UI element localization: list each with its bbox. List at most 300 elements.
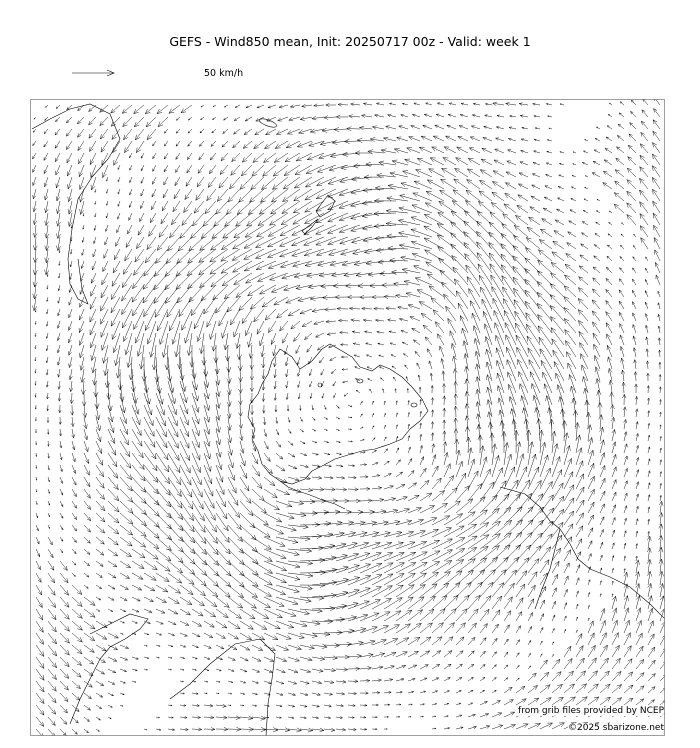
wind-vector xyxy=(96,501,105,511)
wind-vector xyxy=(659,374,661,381)
wind-vector xyxy=(443,408,446,417)
wind-vector xyxy=(612,505,616,513)
wind-vector xyxy=(384,679,393,682)
wind-vector xyxy=(588,515,594,525)
wind-vector xyxy=(250,357,254,369)
wind-vector xyxy=(283,333,289,343)
wind-vector xyxy=(89,141,96,152)
wind-vector xyxy=(658,291,660,297)
wind-vector xyxy=(564,671,574,681)
wind-vector xyxy=(543,372,552,393)
wind-vector xyxy=(420,506,435,513)
wind-vector xyxy=(608,368,612,381)
wind-vector xyxy=(372,475,380,478)
wind-vector xyxy=(216,645,224,649)
wind-vector xyxy=(336,728,346,731)
wind-vector xyxy=(559,175,564,177)
wind-vector xyxy=(293,213,312,224)
wind-vector xyxy=(252,669,260,672)
wind-vector xyxy=(363,188,384,192)
wind-vector xyxy=(168,645,173,647)
wind-vector xyxy=(537,303,552,321)
wind-vector xyxy=(648,634,654,645)
wind-vector xyxy=(384,486,393,489)
wind-vector xyxy=(155,357,160,382)
wind-vector xyxy=(535,128,540,130)
wind-vector xyxy=(336,429,339,431)
wind-vector xyxy=(90,297,96,309)
wind-vector xyxy=(519,103,528,106)
wind-vector xyxy=(132,621,137,623)
wind-vector xyxy=(156,621,163,624)
wind-vector xyxy=(300,465,309,468)
wind-vector xyxy=(348,667,360,671)
wind-vector xyxy=(216,681,220,682)
wind-vector xyxy=(528,572,537,585)
wind-vector xyxy=(429,361,432,369)
wind-vector xyxy=(275,141,288,148)
wind-vector xyxy=(516,571,527,585)
wind-vector xyxy=(48,597,56,608)
wind-vector xyxy=(216,727,228,731)
wind-vector xyxy=(636,572,640,586)
wind-vector xyxy=(240,597,256,608)
wind-vector xyxy=(540,672,549,681)
wind-vector xyxy=(406,377,408,382)
wind-vector xyxy=(72,453,75,462)
wind-vector xyxy=(240,441,244,453)
wind-vector xyxy=(492,468,503,489)
wind-vector xyxy=(79,309,84,320)
wind-vector xyxy=(647,386,649,394)
wind-vector xyxy=(402,268,420,273)
wind-vector xyxy=(296,345,300,354)
wind-vector xyxy=(552,672,561,681)
wind-vector xyxy=(372,679,381,682)
wind-vector xyxy=(156,249,169,263)
wind-vector xyxy=(372,542,392,549)
wind-vector xyxy=(264,669,273,673)
wind-vector xyxy=(45,237,49,251)
wind-vector xyxy=(645,302,648,309)
wind-vector xyxy=(421,136,432,141)
wind-vector xyxy=(156,585,168,592)
wind-vector xyxy=(576,565,580,573)
wind-vector xyxy=(36,537,39,544)
wind-vector xyxy=(264,585,286,595)
wind-vector xyxy=(600,440,605,453)
wind-vector xyxy=(593,333,600,345)
wind-vector xyxy=(612,467,616,477)
wind-vector xyxy=(256,249,277,258)
wind-vector xyxy=(612,517,615,525)
wind-vector xyxy=(312,429,316,431)
wind-vector xyxy=(201,105,204,107)
wind-vector xyxy=(118,189,120,194)
wind-vector xyxy=(36,501,37,505)
wind-vector xyxy=(378,343,384,345)
wind-vector xyxy=(81,261,84,269)
wind-vector xyxy=(157,105,168,114)
wind-vector xyxy=(254,309,264,322)
wind-vector xyxy=(252,693,258,695)
wind-vector xyxy=(495,335,504,357)
wind-vector xyxy=(506,335,516,357)
wind-vector xyxy=(396,691,402,693)
wind-vector xyxy=(228,561,244,576)
wind-vector xyxy=(33,249,37,263)
wind-vector xyxy=(221,261,240,273)
wind-vector xyxy=(324,681,334,684)
wind-vector xyxy=(468,651,474,657)
wind-vector xyxy=(497,115,504,117)
wind-vector xyxy=(564,616,566,621)
wind-vector xyxy=(336,565,360,573)
wind-vector xyxy=(588,621,593,633)
wind-vector xyxy=(360,679,370,682)
wind-vector xyxy=(188,117,192,120)
wind-vector xyxy=(69,309,73,318)
wind-vector xyxy=(372,692,380,695)
wind-vector xyxy=(200,237,216,250)
wind-vector xyxy=(310,381,313,387)
wind-vector xyxy=(180,381,187,403)
wind-vector xyxy=(276,453,283,459)
wind-vector xyxy=(372,653,385,657)
wind-vector xyxy=(147,321,156,344)
wind-vector xyxy=(67,165,72,176)
wind-vector xyxy=(72,633,82,642)
wind-vector xyxy=(108,561,117,567)
wind-vector xyxy=(480,701,487,705)
wind-vector xyxy=(624,518,627,525)
wind-vector xyxy=(300,499,315,504)
wind-vector xyxy=(653,131,660,141)
wind-vector xyxy=(383,137,396,141)
wind-vector xyxy=(101,141,108,152)
wind-vector xyxy=(612,685,622,694)
wind-vector xyxy=(588,502,594,513)
wind-vector xyxy=(46,345,48,351)
wind-vector xyxy=(96,633,107,639)
wind-vector xyxy=(492,444,497,465)
wind-vector xyxy=(66,117,72,123)
wind-vector xyxy=(251,417,254,427)
wind-vector xyxy=(69,297,72,305)
wind-vector xyxy=(336,417,340,419)
wind-vector xyxy=(244,261,264,271)
wind-vector xyxy=(120,513,133,524)
wind-vector xyxy=(204,645,211,648)
wind-vector xyxy=(319,357,324,363)
wind-vector xyxy=(328,225,349,234)
wind-vector xyxy=(187,333,192,356)
wind-vector xyxy=(600,568,602,573)
wind-vector xyxy=(636,596,640,610)
wind-vector xyxy=(485,115,492,117)
wind-vector xyxy=(660,483,662,489)
wind-vector xyxy=(207,189,216,201)
wind-vector xyxy=(600,645,607,657)
wind-vector xyxy=(655,262,660,273)
wind-vector xyxy=(384,574,404,586)
wind-vector xyxy=(280,237,301,246)
wind-vector xyxy=(453,190,468,201)
wind-vector xyxy=(514,430,519,453)
wind-vector xyxy=(276,681,284,684)
wind-vector xyxy=(581,244,588,249)
wind-vector xyxy=(227,297,240,312)
wind-vector xyxy=(153,153,156,159)
wind-vector xyxy=(621,358,625,369)
wind-vector xyxy=(431,422,433,429)
wind-vector xyxy=(648,507,650,513)
wind-vector xyxy=(552,601,556,609)
wind-vector xyxy=(92,357,96,373)
wind-vector xyxy=(624,531,626,537)
wind-vector xyxy=(352,237,373,243)
wind-vector xyxy=(156,453,169,472)
wind-vector xyxy=(216,549,231,565)
wind-vector xyxy=(653,189,661,201)
wind-vector xyxy=(376,248,396,253)
wind-vector xyxy=(442,168,456,177)
wind-vector xyxy=(431,398,433,405)
wind-vector xyxy=(221,153,228,161)
wind-vector xyxy=(548,408,553,429)
wind-vector xyxy=(302,104,312,107)
wind-vector xyxy=(636,506,638,513)
wind-vector xyxy=(552,615,555,621)
wind-vector xyxy=(244,129,252,135)
wind-vector xyxy=(72,465,76,474)
wind-vector xyxy=(576,435,581,453)
wind-vectors xyxy=(33,99,666,736)
wind-vector xyxy=(621,234,624,237)
wind-vector xyxy=(456,715,462,717)
wind-vector xyxy=(564,524,573,537)
wind-vector xyxy=(240,693,245,695)
wind-vector xyxy=(564,511,574,525)
wind-vector xyxy=(108,681,115,684)
wind-vector xyxy=(568,232,576,237)
wind-vector xyxy=(492,545,510,561)
wind-vector xyxy=(652,166,660,177)
wind-vector xyxy=(624,584,628,597)
wind-vector xyxy=(370,138,384,142)
wind-vector xyxy=(228,441,233,455)
wind-vector xyxy=(607,345,612,357)
wind-vector xyxy=(298,297,312,302)
wind-vector xyxy=(114,153,120,165)
wind-vector xyxy=(324,693,333,696)
wind-vector xyxy=(287,405,289,411)
wind-vector xyxy=(118,201,120,206)
wind-vector xyxy=(659,559,663,573)
wind-vector xyxy=(636,519,638,525)
wind-vector xyxy=(288,693,296,696)
wind-vector xyxy=(505,323,516,346)
wind-vector xyxy=(528,348,540,369)
wind-vector xyxy=(507,161,516,165)
wind-vector xyxy=(168,429,178,448)
wind-vector xyxy=(407,148,420,153)
wind-vector xyxy=(432,503,448,513)
wind-vector xyxy=(300,117,312,121)
wind-vector xyxy=(396,652,407,657)
wind-vector xyxy=(120,609,126,612)
wind-vector xyxy=(300,570,325,575)
wind-vector xyxy=(552,684,562,693)
wind-vector xyxy=(607,245,612,249)
wind-vector xyxy=(327,333,336,336)
wind-vector xyxy=(130,165,132,170)
wind-vector xyxy=(336,115,348,119)
wind-vector xyxy=(456,664,462,669)
wind-vector xyxy=(180,597,192,605)
wind-vector xyxy=(72,501,77,508)
wind-vector xyxy=(59,417,61,425)
wind-vector xyxy=(391,355,396,357)
wind-vector xyxy=(595,138,600,141)
wind-vector xyxy=(251,177,264,190)
wind-vector xyxy=(228,693,232,694)
wind-vector xyxy=(180,681,184,682)
wind-vector xyxy=(276,549,299,556)
wind-vector xyxy=(72,717,78,723)
wind-vector xyxy=(108,597,114,600)
wind-vector xyxy=(96,429,101,442)
wind-vector xyxy=(58,393,61,401)
wind-vector xyxy=(417,290,432,297)
wind-vector xyxy=(312,465,320,468)
wind-vector xyxy=(528,559,539,573)
wind-vector xyxy=(548,116,553,117)
wind-vector xyxy=(620,268,625,273)
wind-vector xyxy=(564,603,567,609)
wind-vector xyxy=(108,657,117,661)
wind-vector xyxy=(120,549,132,557)
wind-vector xyxy=(144,561,157,570)
wind-vector xyxy=(300,633,317,638)
wind-vector xyxy=(132,525,146,537)
wind-vector xyxy=(72,477,76,485)
wind-vector xyxy=(396,472,403,477)
wind-vector xyxy=(468,677,473,681)
wind-vector xyxy=(412,114,420,117)
wind-vector xyxy=(187,165,192,173)
wind-vector xyxy=(280,321,288,331)
wind-vector xyxy=(77,117,84,124)
wind-vector xyxy=(58,309,60,316)
wind-vector xyxy=(540,723,553,729)
wind-vector xyxy=(408,597,424,609)
wind-vector xyxy=(79,177,84,190)
wind-vector xyxy=(396,413,398,417)
wind-vector xyxy=(396,552,416,561)
wind-vector xyxy=(370,389,372,393)
wind-vector xyxy=(396,542,415,549)
antarctic-peninsula xyxy=(280,481,345,509)
wind-vector xyxy=(588,697,599,705)
wind-vector xyxy=(90,333,96,348)
wind-vector xyxy=(211,237,229,250)
wind-vector xyxy=(431,298,444,309)
wind-vector xyxy=(144,441,156,459)
wind-vector xyxy=(416,170,432,177)
wind-vector xyxy=(640,178,649,189)
wind-vector xyxy=(276,645,289,650)
wind-vector xyxy=(101,321,108,337)
wind-vector xyxy=(408,678,415,681)
wind-vector xyxy=(96,573,102,578)
wind-vector xyxy=(284,165,300,176)
wind-vector xyxy=(60,633,70,643)
wind-vector xyxy=(323,295,336,299)
wind-vector xyxy=(653,213,660,225)
wind-vector xyxy=(177,345,182,369)
wind-vector xyxy=(192,417,199,436)
wind-vector xyxy=(146,117,156,127)
wind-vector xyxy=(60,477,63,484)
wind-vector xyxy=(645,314,648,321)
wind-vector xyxy=(351,319,360,322)
wind-vector xyxy=(336,717,343,719)
wind-vector xyxy=(72,729,77,734)
wind-vector xyxy=(533,162,540,165)
wind-vector xyxy=(528,613,533,621)
wind-vector xyxy=(147,129,156,140)
wind-vector xyxy=(396,585,414,597)
wind-vector xyxy=(257,105,264,108)
wind-vector xyxy=(84,669,93,676)
wind-vector xyxy=(111,105,120,113)
wind-vector xyxy=(438,334,445,345)
wind-vector xyxy=(594,245,600,249)
wind-vector xyxy=(624,481,627,489)
wind-vector xyxy=(60,465,63,472)
wind-vector xyxy=(635,560,639,573)
wind-vector xyxy=(396,520,412,525)
wind-vector xyxy=(47,297,49,302)
wind-vector xyxy=(47,285,48,289)
wind-vector xyxy=(244,249,264,259)
wind-vector xyxy=(636,433,638,441)
wind-vector xyxy=(360,487,370,490)
wind-vector xyxy=(444,716,448,717)
wind-vector xyxy=(408,637,420,645)
wind-vector xyxy=(620,257,624,262)
wind-vector xyxy=(90,153,96,165)
wind-vector xyxy=(360,542,380,549)
wind-vector xyxy=(113,141,120,153)
wind-vector xyxy=(228,633,239,639)
wind-vector xyxy=(161,213,168,224)
wind-vector xyxy=(432,678,439,681)
wind-vector xyxy=(312,644,327,649)
wind-vector xyxy=(365,331,373,333)
wind-vector xyxy=(120,597,127,601)
wind-vector xyxy=(262,381,265,390)
wind-vector xyxy=(456,595,469,609)
wind-vector xyxy=(636,544,638,550)
wind-vector xyxy=(588,658,597,669)
wind-vector xyxy=(441,179,457,189)
wind-vector xyxy=(72,597,82,607)
wind-vector xyxy=(176,117,180,120)
reference-arrow-label: 50 km/h xyxy=(204,68,244,79)
wind-vector xyxy=(612,645,619,657)
